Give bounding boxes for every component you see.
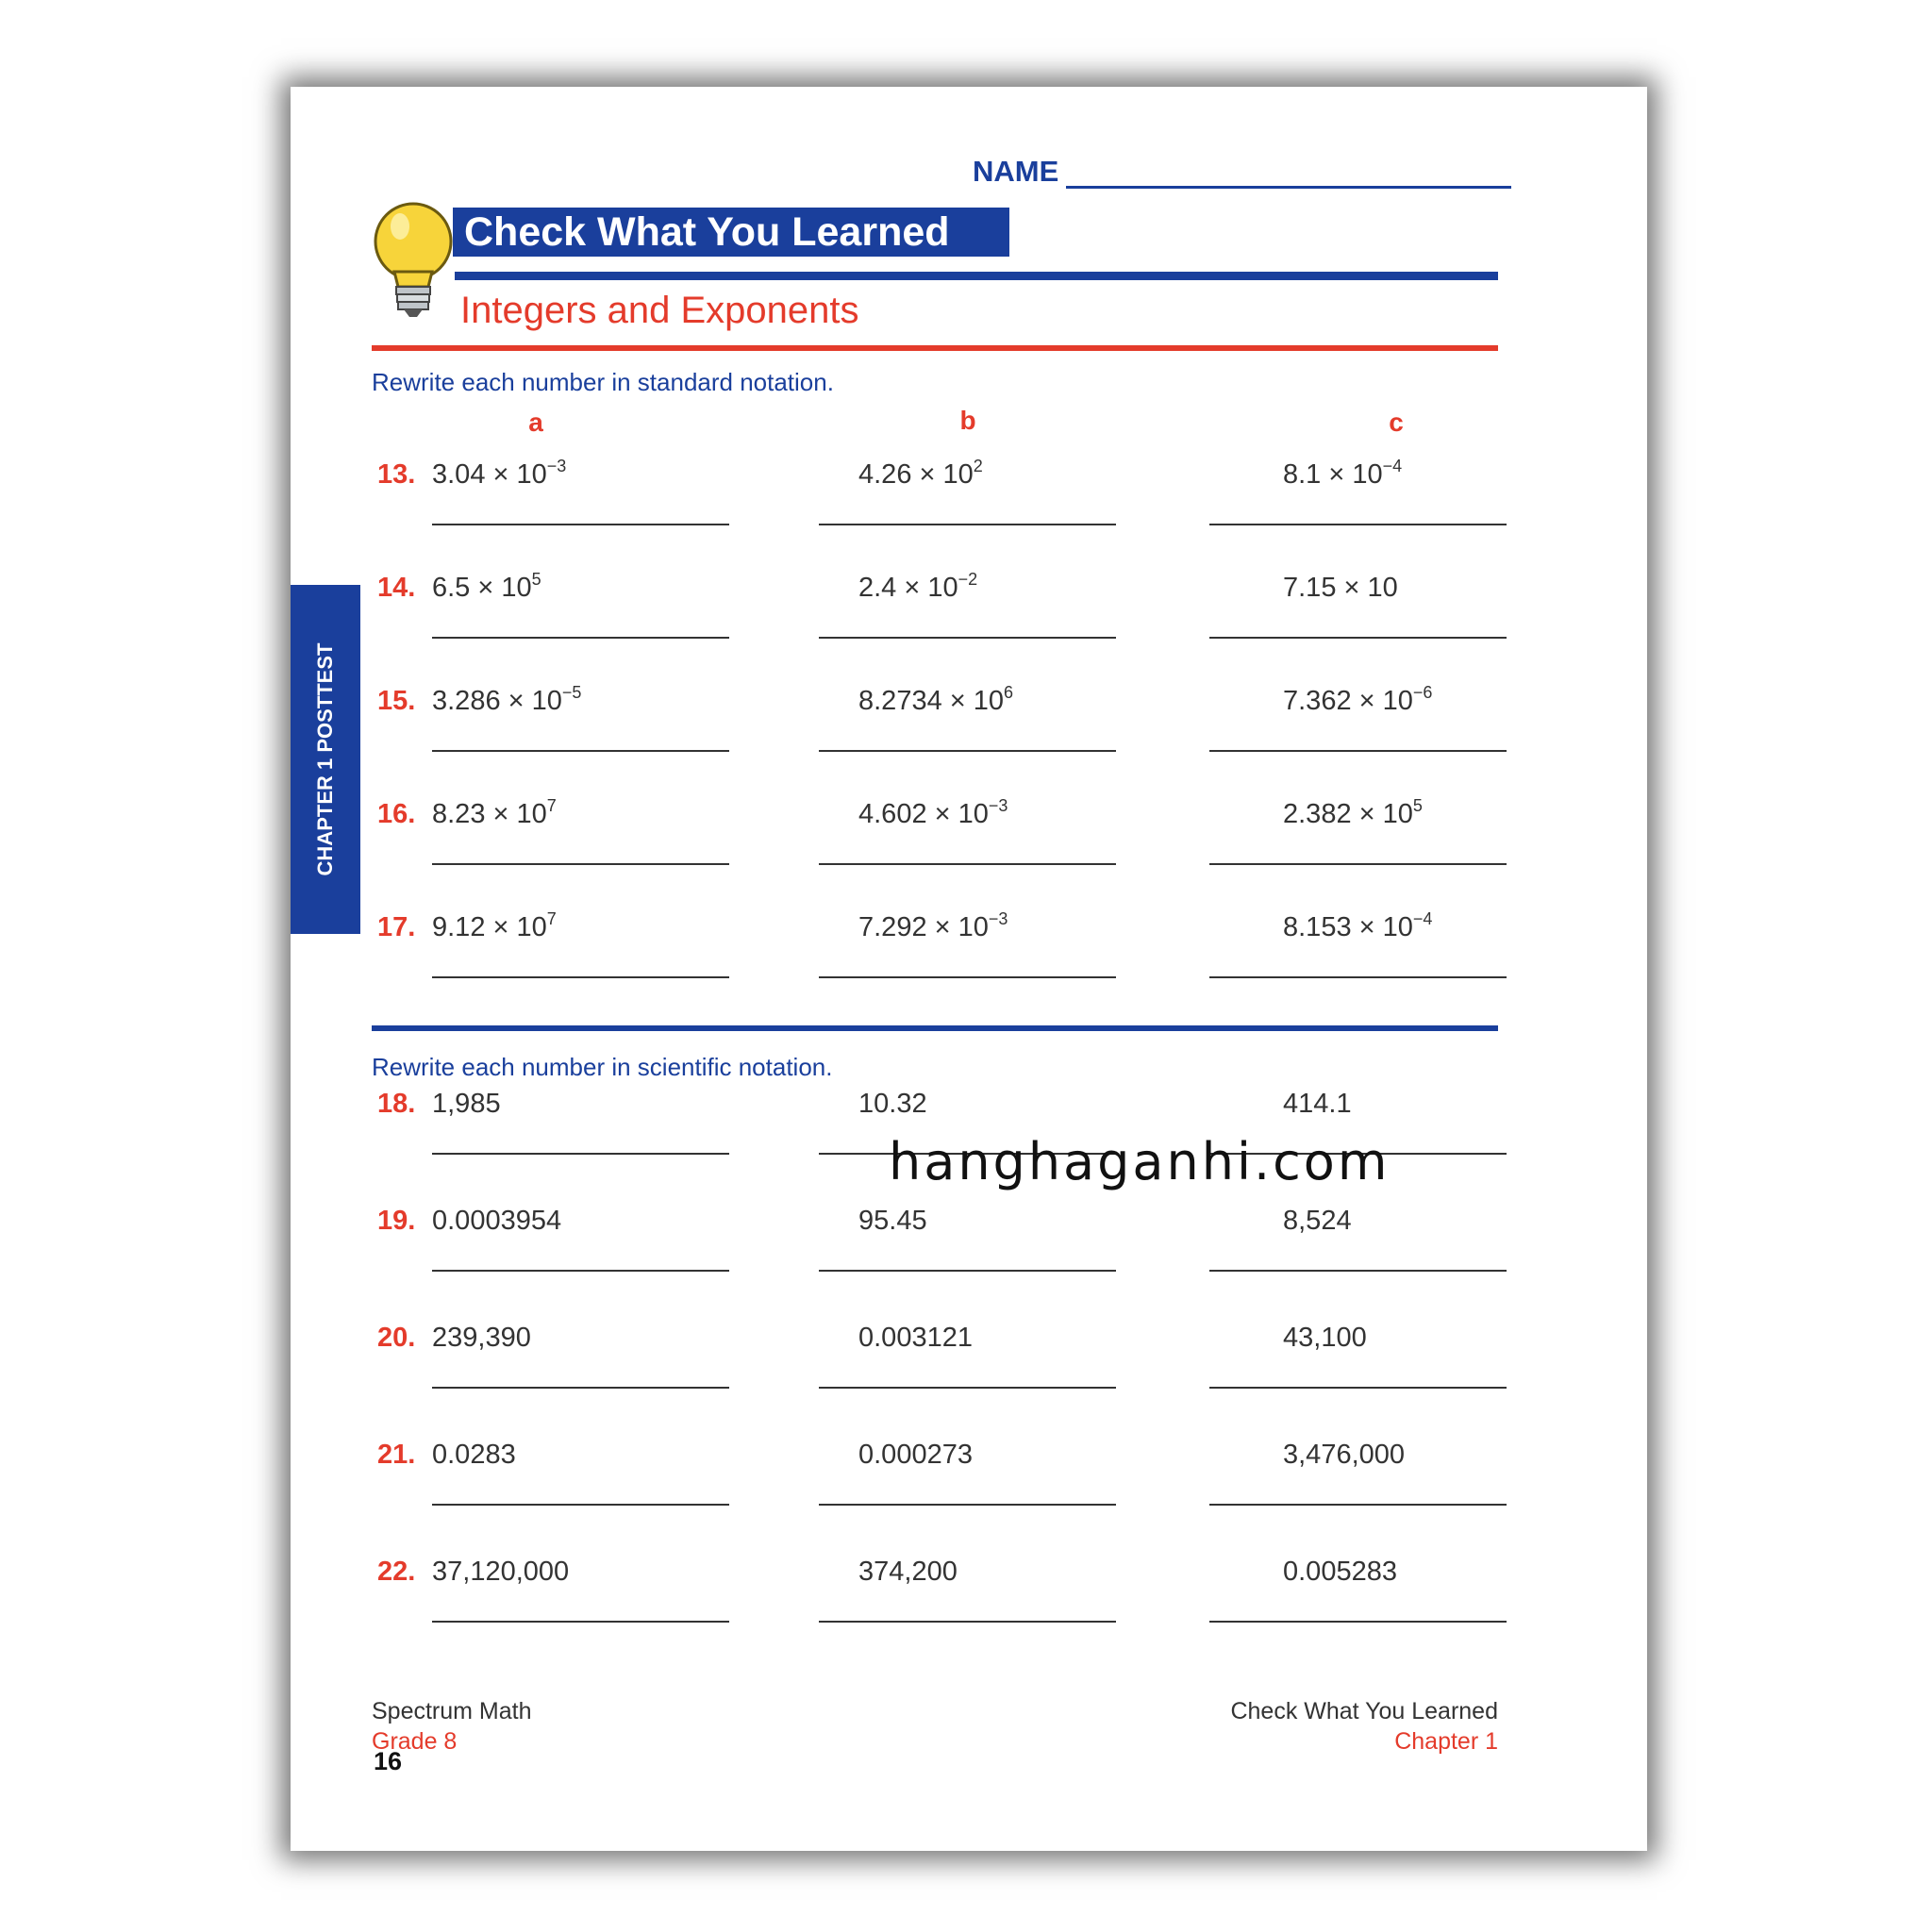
expression-base: 6.5 × 10 (432, 573, 532, 603)
problem-number: 16. (377, 799, 416, 829)
expression-exponent: 7 (546, 796, 557, 815)
problem-expression (1283, 909, 1433, 943)
problem-expression (858, 909, 1008, 943)
problem-expression: 8,524 (1283, 1206, 1352, 1236)
problem-expression (858, 459, 983, 491)
expression-exponent: −4 (1382, 457, 1403, 475)
answer-blank[interactable] (432, 863, 729, 865)
problem-expression: 10.32 (858, 1089, 927, 1119)
problem-expression (432, 683, 582, 717)
problem-expression (1283, 459, 1402, 491)
answer-blank[interactable] (819, 1504, 1116, 1506)
expression-base: 2.4 × 10 (858, 573, 958, 603)
expression-exponent: −3 (546, 457, 567, 475)
lightbulb-icon (372, 200, 455, 323)
page-number: 16 (374, 1747, 403, 1775)
expression-base: 8.23 × 10 (432, 799, 547, 829)
name-label: NAME (973, 155, 1059, 188)
expression-exponent: 2 (973, 457, 983, 475)
answer-blank[interactable] (1209, 750, 1507, 752)
section2-instruction: Rewrite each number in scientific notation. (372, 1053, 833, 1081)
answer-blank[interactable] (819, 976, 1116, 978)
problem-expression: 3,476,000 (1283, 1440, 1406, 1470)
page-subtitle: Integers and Exponents (460, 290, 859, 331)
problem-number: 18. (377, 1089, 416, 1119)
answer-blank[interactable] (432, 1504, 729, 1506)
problem-expression: 374,200 (858, 1557, 958, 1587)
side-tab-label: CHAPTER 1 POSTTEST (313, 642, 337, 876)
expression-base: 7.292 × 10 (858, 912, 989, 942)
expression-exponent: 6 (1004, 683, 1014, 702)
expression-exponent: −4 (1412, 909, 1433, 928)
answer-blank[interactable] (819, 1270, 1116, 1272)
expression-base: 7.15 × 10 (1283, 573, 1398, 603)
answer-blank[interactable] (1209, 976, 1507, 978)
expression-base: 8.153 × 10 (1283, 912, 1413, 942)
expression-base: 3.286 × 10 (432, 686, 562, 716)
expression-base: 4.26 × 10 (858, 459, 974, 490)
problem-number: 15. (377, 686, 416, 716)
column-header-a: a (528, 408, 543, 437)
footer-chapter: Chapter 1 (1394, 1728, 1498, 1755)
expression-exponent: 5 (531, 570, 541, 589)
problem-expression (432, 796, 557, 830)
expression-exponent: −2 (958, 570, 978, 589)
expression-base: 7.362 × 10 (1283, 686, 1413, 716)
watermark-text: hanghaganhi.com (889, 1132, 1391, 1191)
expression-exponent: −6 (1412, 683, 1433, 702)
problem-expression: 0.000273 (858, 1440, 973, 1470)
answer-blank[interactable] (819, 1621, 1116, 1623)
subtitle-divider (372, 345, 1498, 351)
answer-blank[interactable] (432, 976, 729, 978)
expression-exponent: −3 (988, 796, 1008, 815)
problem-expression: 0.0283 (432, 1440, 516, 1470)
answer-blank[interactable] (819, 1387, 1116, 1389)
footer-section-title: Check What You Learned (1230, 1698, 1498, 1724)
problem-expression (432, 909, 557, 943)
expression-exponent: −3 (988, 909, 1008, 928)
answer-blank[interactable] (819, 637, 1116, 639)
problem-expression (1283, 796, 1423, 830)
name-line[interactable] (1066, 158, 1511, 189)
expression-exponent: 5 (1412, 796, 1423, 815)
expression-base: 8.1 × 10 (1283, 459, 1383, 490)
problem-expression (858, 796, 1008, 830)
expression-base: 3.04 × 10 (432, 459, 547, 490)
answer-blank[interactable] (819, 524, 1116, 525)
answer-blank[interactable] (1209, 863, 1507, 865)
title-divider (455, 272, 1498, 280)
problem-number: 19. (377, 1206, 416, 1236)
answer-blank[interactable] (432, 1153, 729, 1155)
footer-grade: Grade 8 (372, 1728, 458, 1755)
footer-book-title: Spectrum Math (372, 1698, 532, 1724)
problem-expression (1283, 683, 1433, 717)
expression-base: 8.2734 × 10 (858, 686, 1005, 716)
problem-expression: 0.0003954 (432, 1206, 562, 1236)
problem-expression (432, 459, 566, 491)
problem-expression: 37,120,000 (432, 1557, 570, 1587)
section-divider (372, 1025, 1498, 1031)
expression-base: 2.382 × 10 (1283, 799, 1413, 829)
page-title: Check What You Learned (453, 208, 1009, 257)
problem-number: 13. (377, 459, 416, 490)
column-header-c: c (1389, 408, 1404, 437)
problem-expression: 43,100 (1283, 1323, 1367, 1353)
answer-blank[interactable] (1209, 1504, 1507, 1506)
problem-expression (1283, 573, 1398, 604)
problem-number: 21. (377, 1440, 416, 1470)
problem-expression (432, 570, 541, 604)
problem-expression: 414.1 (1283, 1089, 1352, 1119)
name-field (973, 151, 1511, 189)
problem-number: 20. (377, 1323, 416, 1353)
expression-base: 4.602 × 10 (858, 799, 989, 829)
answer-blank[interactable] (432, 750, 729, 752)
problem-expression: 95.45 (858, 1206, 927, 1236)
problem-number: 17. (377, 912, 416, 942)
chapter-side-tab (291, 585, 360, 934)
answer-blank[interactable] (1209, 1270, 1507, 1272)
expression-exponent: 7 (546, 909, 557, 928)
section1-instruction: Rewrite each number in standard notation. (372, 368, 834, 396)
problem-expression: 0.003121 (858, 1323, 973, 1353)
worksheet-page (291, 87, 1647, 1851)
answer-blank[interactable] (432, 524, 729, 525)
answer-blank[interactable] (1209, 524, 1507, 525)
answer-blank[interactable] (819, 750, 1116, 752)
column-header-b: b (959, 406, 976, 435)
problem-expression (858, 570, 978, 604)
answer-blank[interactable] (432, 1387, 729, 1389)
problem-expression: 239,390 (432, 1323, 531, 1353)
expression-exponent: −5 (561, 683, 582, 702)
problem-number: 14. (377, 573, 416, 603)
answer-blank[interactable] (432, 1270, 729, 1272)
answer-blank[interactable] (432, 1621, 729, 1623)
problem-number: 22. (377, 1557, 416, 1587)
answer-blank[interactable] (1209, 637, 1507, 639)
problem-expression (858, 683, 1014, 717)
problem-expression: 1,985 (432, 1089, 501, 1119)
answer-blank[interactable] (1209, 1621, 1507, 1623)
answer-blank[interactable] (432, 637, 729, 639)
expression-base: 9.12 × 10 (432, 912, 547, 942)
answer-blank[interactable] (1209, 1387, 1507, 1389)
problem-expression: 0.005283 (1283, 1557, 1397, 1587)
answer-blank[interactable] (819, 863, 1116, 865)
